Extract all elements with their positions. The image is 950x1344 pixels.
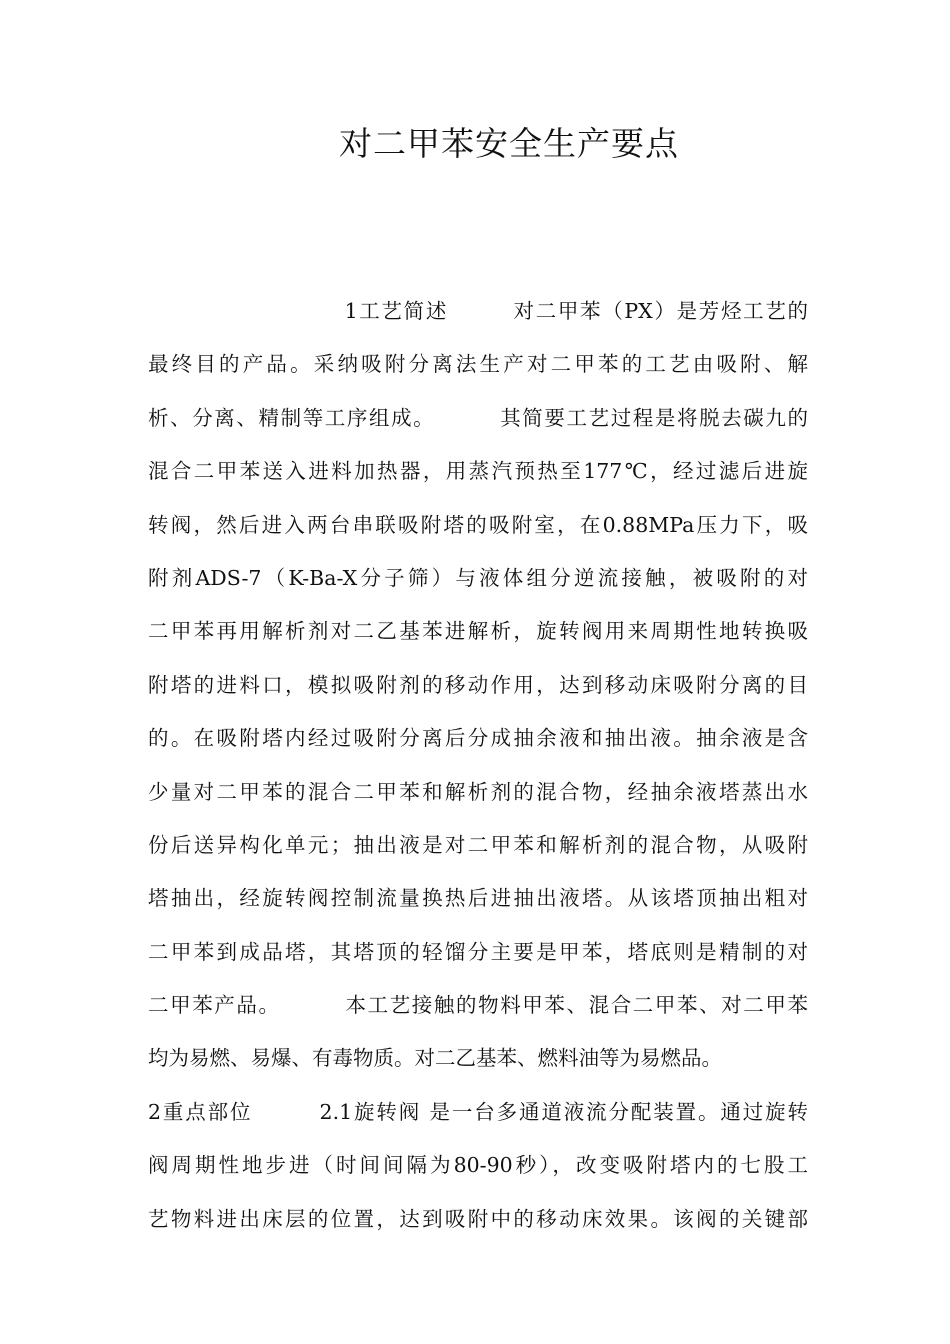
- body-line: 附塔的进料口，模拟吸附剂的移动作用，达到移动床吸附分离的目: [148, 672, 808, 697]
- body-line: 2重点部位 2.1旋转阀 是一台多通道液流分配装置。通过旋转: [148, 1099, 808, 1124]
- body-line: 少量对二甲苯的混合二甲苯和解析剂的混合物，经抽余液塔蒸出水: [148, 779, 808, 804]
- body-line: 阀周期性地步进（时间间隔为80-90秒），改变吸附塔内的七股工: [148, 1153, 808, 1178]
- body-line: 二甲苯产品。 本工艺接触的物料甲苯、混合二甲苯、对二甲苯: [148, 993, 808, 1018]
- document-body: [148, 292, 808, 1253]
- body-line: 最终目的产品。采纳吸附分离法生产对二甲苯的工艺由吸附、解: [148, 352, 808, 377]
- body-line: 的。在吸附塔内经过吸附分离后分成抽余液和抽出液。抽余液是含: [148, 726, 808, 751]
- body-line: 附剂ADS-7（K-Ba-X分子筛）与液体组分逆流接触，被吸附的对: [148, 565, 808, 590]
- body-line: 混合二甲苯送入进料加热器，用蒸汽预热至177℃，经过滤后进旋: [148, 459, 808, 484]
- body-line: 份后送异构化单元；抽出液是对二甲苯和解析剂的混合物，从吸附: [148, 832, 808, 857]
- body-line: 艺物料进出床层的位置，达到吸附中的移动床效果。该阀的关键部: [148, 1206, 808, 1231]
- body-line: 转阀，然后进入两台串联吸附塔的吸附室，在0.88MPa压力下，吸: [148, 512, 808, 537]
- body-line: 二甲苯到成品塔，其塔顶的轻馏分主要是甲苯，塔底则是精制的对: [148, 939, 808, 964]
- body-line: 二甲苯再用解析剂对二乙基苯进解析，旋转阀用来周期性地转换吸: [148, 619, 808, 644]
- body-line: 均为易燃、易爆、有毒物质。对二乙基苯、燃料油等为易燃品。: [148, 1046, 722, 1071]
- body-line: 塔抽出，经旋转阀控制流量换热后进抽出液塔。从该塔顶抽出粗对: [148, 886, 808, 911]
- document-title: 对二甲苯安全生产要点: [339, 124, 679, 163]
- body-line: 析、分离、精制等工序组成。 其简要工艺过程是将脱去碳九的: [148, 405, 808, 430]
- body-line: 1工艺简述 对二甲苯（PX）是芳烃工艺的: [148, 299, 808, 323]
